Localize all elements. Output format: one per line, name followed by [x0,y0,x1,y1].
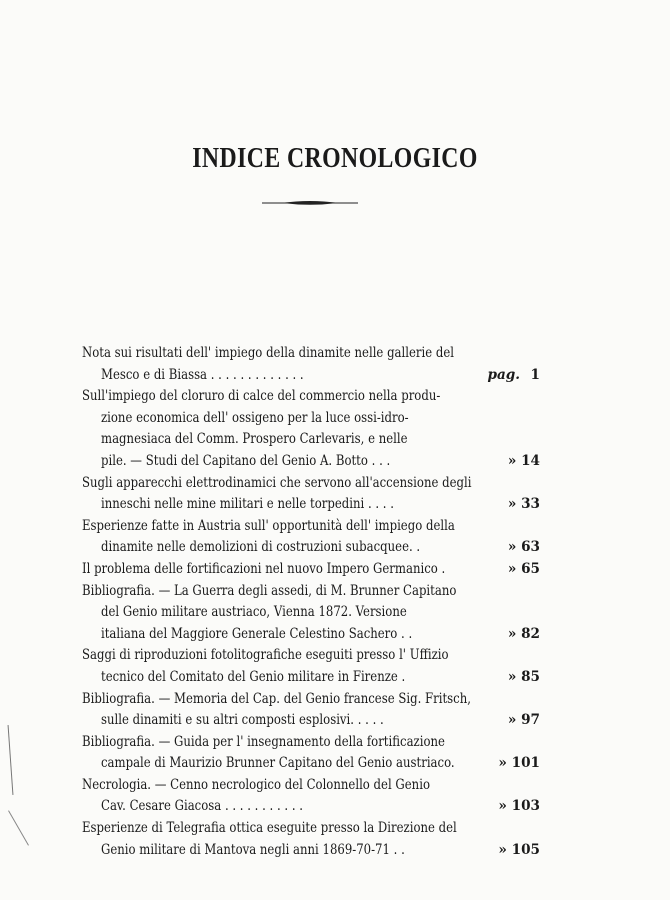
page-number: » 85 [507,668,540,685]
page-number: » 103 [498,798,540,815]
toc-line-text: Cav. Cesare Giacosa . . . . . . . . . . . [101,798,303,815]
toc-line-text: tecnico del Comitato del Genio militare in Firenze . [101,668,406,685]
toc-entry [82,775,540,818]
toc-entry [82,581,540,646]
page-number: » 82 [507,625,540,642]
toc-line-text: Sugli apparecchi elettrodinamici che servono all'accensione degli [82,474,472,491]
toc-line-text: magnesiaca del Comm. Prospero Carlevaris, e nelle [101,431,408,448]
toc-line [82,667,540,689]
page-number: » 97 [507,712,540,729]
toc-entry [82,386,540,472]
toc-line [82,818,540,840]
toc-line-text: Sull'impiego del cloruro di calce del commercio nella produ- [82,388,441,405]
margin-mark [8,725,14,795]
toc-line [82,386,540,408]
page-number: » 65 [507,560,540,577]
toc-entry [82,645,540,688]
toc-line [82,343,540,365]
toc-line [82,581,540,603]
toc-line [82,624,540,646]
page-number: » 14 [507,452,540,469]
toc-line [82,473,540,495]
toc-line-text: inneschi nelle mine militari e nelle torpedini . . . . [101,496,394,513]
ornament-divider-icon [262,200,358,206]
toc-line-text: pile. — Studi del Capitano del Genio A. Botto . . . [101,452,391,469]
toc-line [82,429,540,451]
toc-line-text: dinamite nelle demolizioni di costruzioni subacquee. . [101,539,421,556]
toc-line [82,645,540,667]
toc-entry [82,732,540,775]
toc-entry [82,516,540,559]
toc-entry [82,473,540,516]
toc-line-text: Saggi di riproduzioni fotolitografiche eseguiti presso l' Uffizio [82,647,449,664]
toc-line-text: Mesco e di Biassa . . . . . . . . . . . . . [101,366,304,383]
page-number: » 63 [507,539,540,556]
toc-line [82,408,540,430]
page-number: 1 [530,366,540,383]
toc-line [82,494,540,516]
toc-line-text: Genio militare di Mantova negli anni 1869-70-71 . . [101,841,405,858]
toc-line-text: campale di Maurizio Brunner Capitano del Genio austriaco. [101,755,455,772]
page-label: pag. [487,366,520,383]
margin-mark [8,810,29,845]
toc-line [82,537,540,559]
page-number: » 101 [498,755,540,772]
toc-entry [82,689,540,732]
toc-line-text: Bibliografia. — Guida per l' insegnamento della fortificazione [82,733,445,750]
table-of-contents [82,343,540,861]
toc-line-text: Bibliografia. — Memoria del Cap. del Genio francese Sig. Fritsch, [82,690,471,707]
toc-line [82,559,540,581]
toc-line [82,451,540,473]
toc-line-text: Il problema delle fortificazioni nel nuovo Impero Germanico . [82,560,446,577]
toc-line-text: italiana del Maggiore Generale Celestino Sachero . . [101,625,413,642]
toc-entry [82,559,540,581]
toc-line-text: Nota sui risultati dell' impiego della dinamite nelle gallerie del [82,345,455,361]
toc-line-text: zione economica dell' ossigeno per la luce ossi-idro- [101,409,409,426]
toc-line-text: Esperienze di Telegrafia ottica eseguite presso la Direzione del [82,820,457,837]
toc-line-text: sulle dinamiti e su altri composti esplosivi. . . . . [101,712,384,729]
toc-line [82,775,540,797]
toc-line [82,710,540,732]
toc-entry [82,343,540,386]
toc-entry [82,818,540,861]
toc-line [82,732,540,754]
page-title: INDICE CRONOLOGICO [192,142,478,174]
toc-line [82,796,540,818]
toc-line [82,602,540,624]
page-number: » 105 [498,841,540,858]
page-number: » 33 [507,496,540,513]
toc-line [82,516,540,538]
toc-line-text: del Genio militare austriaco, Vienna 1872. Versione [101,604,407,621]
toc-line [82,689,540,711]
toc-line [82,365,540,387]
toc-line-text: Necrologia. — Cenno necrologico del Colonnello del Genio [82,776,430,793]
toc-line-text: Esperienze fatte in Austria sull' opportunità dell' impiego della [82,517,455,534]
toc-line-text: Bibliografia. — La Guerra degli assedi, di M. Brunner Capitano [82,582,457,599]
toc-line [82,753,540,775]
toc-line [82,840,540,862]
